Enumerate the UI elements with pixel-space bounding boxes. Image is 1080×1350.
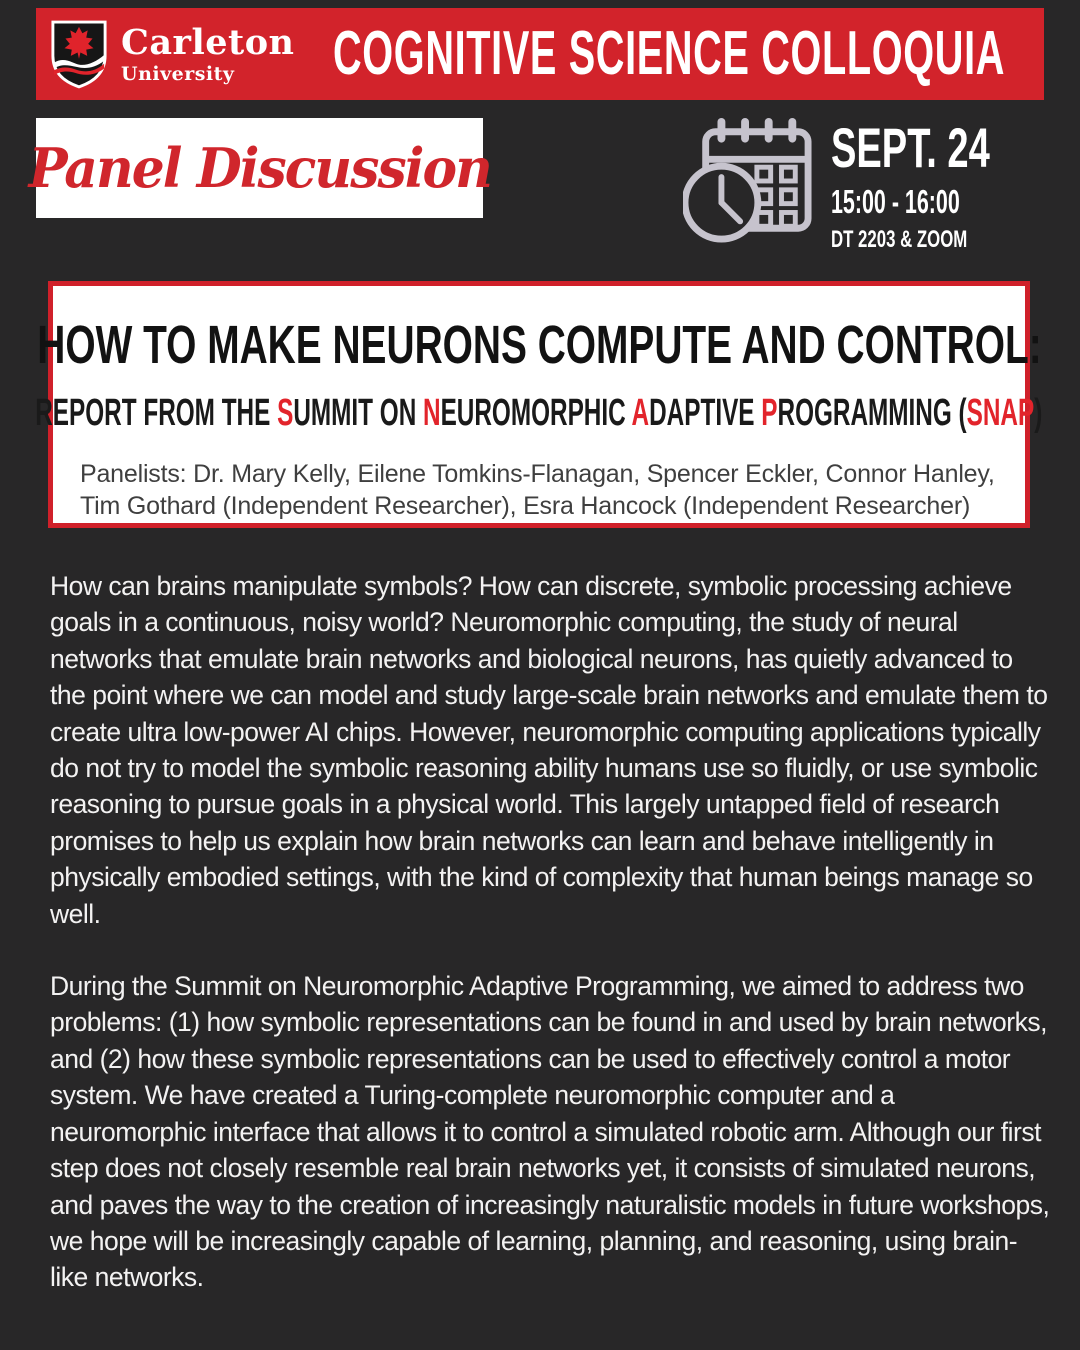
subtitle-segment: DAPTIVE — [649, 392, 762, 434]
subtitle-segment: REPORT FROM THE — [35, 392, 278, 434]
carleton-shield-icon — [50, 19, 108, 89]
series-title-wrap — [295, 19, 1045, 88]
session-title: HOW TO MAKE NEURONS COMPUTE AND CONTROL: — [36, 315, 1042, 375]
subtitle-segment: ROGRAMMING ( — [777, 392, 967, 434]
panel-type-badge — [28, 118, 491, 218]
series-title: COGNITIVE SCIENCE COLLOQUIA — [333, 19, 1006, 88]
panelists-text: Panelists: Dr. Mary Kelly, Eilene Tomkins-Flanagan, Spencer Eckler, Connor Hanley, Tim Gothard (Independent Researcher), Esra Hancock (Independent Researcher) — [80, 460, 995, 520]
session-subtitle — [35, 394, 1042, 432]
subtitle-segment-emphasis: S — [277, 392, 294, 434]
subtitle-segment-emphasis: N — [423, 392, 441, 434]
subtitle-segment-emphasis: P — [761, 392, 778, 434]
event-date: SEPT. 24 — [831, 116, 990, 179]
abstract-paragraph-1: How can brains manipulate symbols? How can discrete, symbolic processing achieve goals in a continuous, noisy world? Neuromorphic computing, the study of neural networks that emulate brain networks and biological neurons, has quietly advanced to the point where we can model and study large-scale brain networks and emulate them to create ultra low-power AI chips. However, neuromorphic computing applications typically do not try to model the symbolic reasoning ability humans use so fluidly, or use symbolic reasoning to pursue goals in a physical world. This largely untapped field of research promises to help us explain how brain networks can learn and behave intelligently in physically embodied settings, with the kind of complexity that human beings manage so well. — [50, 571, 1048, 929]
abstract-section — [50, 568, 1052, 1332]
panel-type-label: Panel Discussion — [28, 136, 491, 200]
logo-university: University — [121, 62, 235, 85]
session-subtitle-wrap — [35, 392, 1043, 434]
carleton-logo — [50, 19, 295, 89]
subtitle-segment-emphasis: A — [631, 392, 650, 434]
abstract-paragraph-2: During the Summit on Neuromorphic Adaptive Programming, we aimed to address two problems: (1) how symbolic representations can be found in and used by brain networks, and (2) how these symbolic representations can be used to effectively control a motor system. We have created a Turing-complete neuromorphic computer and a neuromorphic interface that allows it to control a simulated robotic arm. Although our first step does not closely resemble real brain networks yet, it consists of simulated neurons, and paves the way to the creation of increasingly naturalistic models in future workshops, we hope will be increasingly capable of learning, planning, and reasoning, using brain-like networks. — [50, 971, 1050, 1293]
event-text — [831, 116, 1064, 252]
event-location: DT 2203 & ZOOM — [831, 226, 968, 253]
header-banner — [36, 8, 1044, 100]
event-time: 15:00 - 16:00 — [831, 183, 960, 220]
logo-wordmark — [121, 21, 295, 85]
calendar-clock-icon — [683, 116, 815, 252]
session-title-box — [35, 281, 1043, 528]
subtitle-segment: EUROMORPHIC — [440, 392, 632, 434]
logo-institution: Carleton — [121, 21, 295, 63]
session-title-wrap — [36, 315, 1042, 375]
subtitle-segment-emphasis: SNAP — [966, 392, 1035, 434]
event-info — [683, 116, 1064, 252]
subtitle-segment: UMMIT ON — [293, 392, 424, 434]
subtitle-segment: ) — [1034, 392, 1043, 434]
